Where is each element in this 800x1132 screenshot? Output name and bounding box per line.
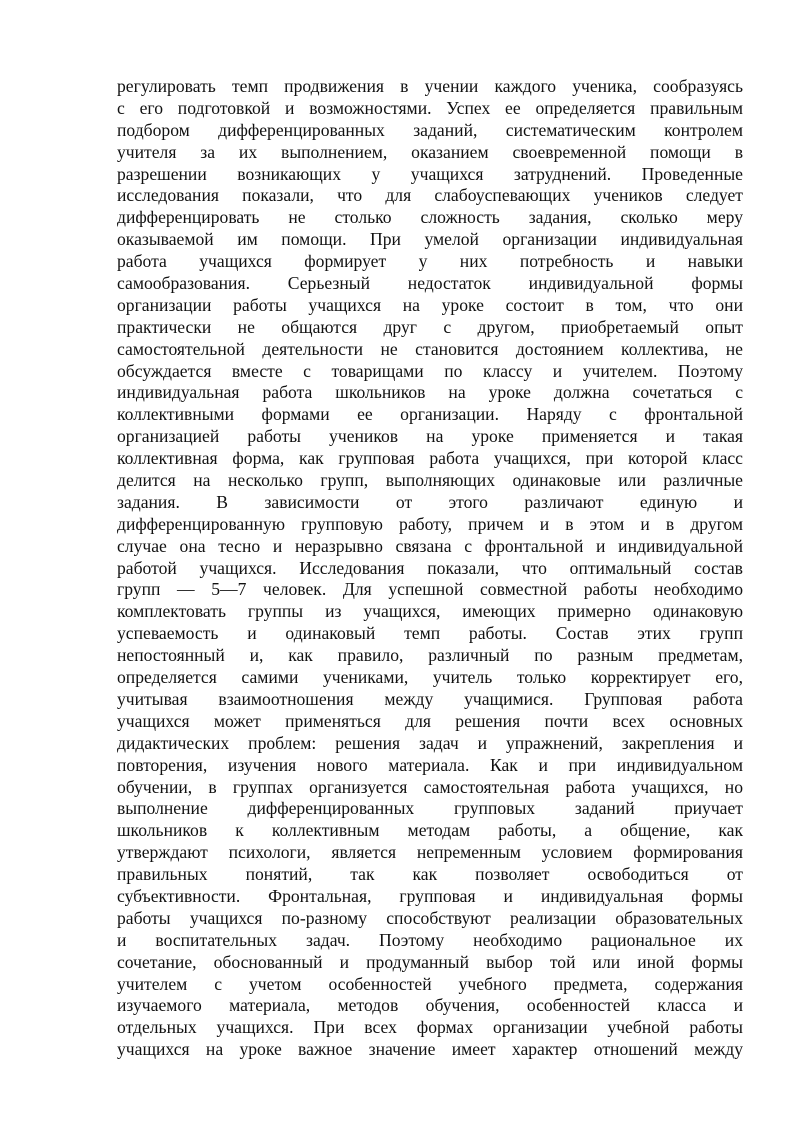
text-line: учитывая взаимоотношения между учащимися. Групповая работа [117, 688, 743, 709]
text-line: с его подготовкой и возможностями. Успех ее определяется правильным [117, 97, 743, 118]
text-line: субъективности. Фронтальная, групповая и индивидуальная формы [117, 885, 743, 906]
body-paragraph [117, 76, 743, 1061]
text-line: сочетание, обоснованный и продуманный выбор той или иной формы [117, 951, 743, 972]
text-line: дифференцировать не столько сложность задания, сколько меру [117, 207, 743, 228]
text-line: дидактических проблем: решения задач и упражнений, закрепления и [117, 732, 743, 753]
text-line: организации работы учащихся на уроке состоит в том, что они [117, 294, 743, 315]
text-line: обсуждается вместе с товарищами по классу и учителем. Поэтому [117, 360, 743, 381]
text-line: самостоятельной деятельности не становится достоянием коллектива, не [117, 338, 743, 359]
text-line: дифференцированную групповую работу, причем и в этом и в другом [117, 513, 743, 534]
text-line: непостоянный и, как правило, различный по разным предметам, [117, 645, 743, 666]
text-line: оказываемой им помощи. При умелой организации индивидуальная [117, 229, 743, 250]
text-line: исследования показали, что для слабоуспевающих учеников следует [117, 185, 743, 206]
text-line: учителя за их выполнением, оказанием своевременной помощи в [117, 141, 743, 162]
text-line: работой учащихся. Исследования показали, что оптимальный состав [117, 557, 743, 578]
text-line: отдельных учащихся. При всех формах организации учебной работы [117, 1017, 743, 1038]
text-line: разрешении возникающих у учащихся затруднений. Проведенные [117, 163, 743, 184]
text-line: задания. В зависимости от этого различают единую и [117, 491, 743, 512]
text-line: определяется самими учениками, учитель только корректирует его, [117, 667, 743, 688]
document-page [117, 76, 743, 1061]
text-line: практически не общаются друг с другом, приобретаемый опыт [117, 316, 743, 337]
text-line: повторения, изучения нового материала. Как и при индивидуальном [117, 754, 743, 775]
text-line: работа учащихся формирует у них потребность и навыки [117, 251, 743, 272]
text-line: делится на несколько групп, выполняющих одинаковые или различные [117, 470, 743, 491]
text-line: индивидуальная работа школьников на уроке должна сочетаться с [117, 382, 743, 403]
text-line: групп — 5—7 человек. Для успешной совместной работы необходимо [117, 579, 743, 600]
text-line: подбором дифференцированных заданий, систематическим контролем [117, 119, 743, 140]
text-line: организацией работы учеников на уроке применяется и такая [117, 426, 743, 447]
text-line: обучении, в группах организуется самостоятельная работа учащихся, но [117, 776, 743, 797]
text-line: и воспитательных задач. Поэтому необходимо рациональное их [117, 929, 743, 950]
text-line: учащихся на уроке важное значение имеет характер отношений между [117, 1039, 743, 1060]
text-line: учителем с учетом особенностей учебного предмета, содержания [117, 973, 743, 994]
text-line: выполнение дифференцированных групповых заданий приучает [117, 798, 743, 819]
text-line: коллективными формами ее организации. Наряду с фронтальной [117, 404, 743, 425]
text-line: учащихся может применяться для решения почти всех основных [117, 710, 743, 731]
text-line: самообразования. Серьезный недостаток индивидуальной формы [117, 273, 743, 294]
text-line: работы учащихся по-разному способствуют реализации образовательных [117, 907, 743, 928]
text-line: правильных понятий, так как позволяет освободиться от [117, 864, 743, 885]
text-line: школьников к коллективным методам работы, а общение, как [117, 820, 743, 841]
text-line: изучаемого материала, методов обучения, особенностей класса и [117, 995, 743, 1016]
text-line: утверждают психологи, является непременным условием формирования [117, 842, 743, 863]
text-line: коллективная форма, как групповая работа учащихся, при которой класс [117, 448, 743, 469]
text-line: успеваемость и одинаковый темп работы. Состав этих групп [117, 623, 743, 644]
text-line: комплектовать группы из учащихся, имеющих примерно одинаковую [117, 601, 743, 622]
text-line: случае она тесно и неразрывно связана с фронтальной и индивидуальной [117, 535, 743, 556]
text-line: регулировать темп продвижения в учении каждого ученика, сообразуясь [117, 76, 743, 96]
